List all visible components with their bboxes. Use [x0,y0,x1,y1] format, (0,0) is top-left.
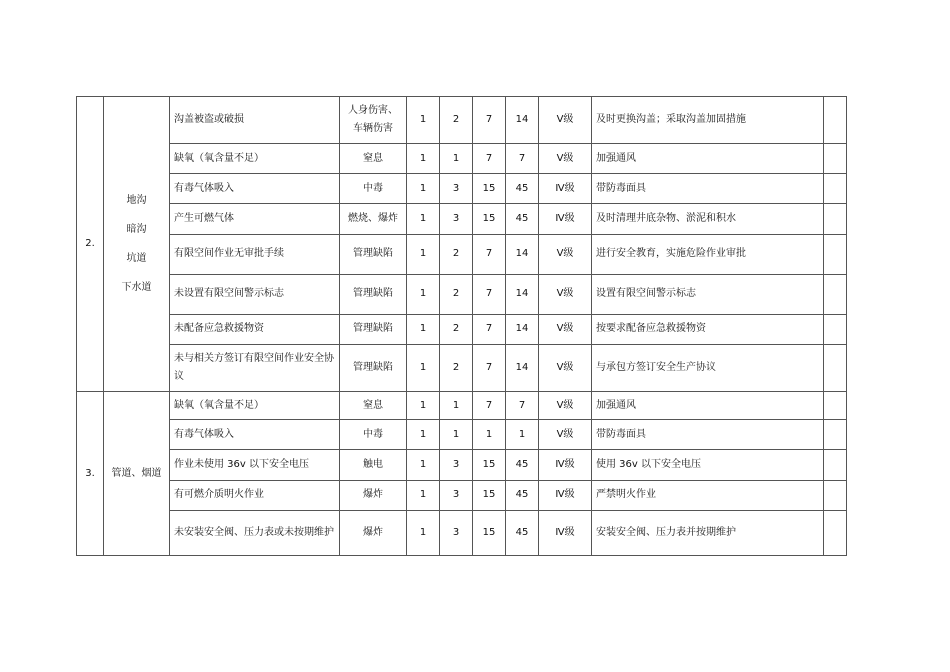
risk-level-cell: Ⅴ级 [539,314,592,344]
table-row [77,510,847,555]
table-row [77,274,847,314]
c-value-cell: 15 [473,510,506,555]
l-value-cell: 1 [407,234,440,274]
l-value-cell: 1 [407,314,440,344]
risk-level-cell: Ⅳ级 [539,204,592,234]
e-value-cell: 1 [440,144,473,174]
control-measure-cell: 加强通风 [592,144,824,174]
e-value-cell: 3 [440,204,473,234]
control-measure-cell: 带防毒面具 [592,420,824,450]
control-measure-cell: 与承包方签订安全生产协议 [592,345,824,392]
hazard-cell: 有可燃介质明火作业 [170,480,340,510]
e-value-cell: 1 [440,420,473,450]
note-cell [824,97,847,144]
consequence-cell: 管理缺陷 [340,314,407,344]
note-cell [824,234,847,274]
location-line: 管道、烟道 [111,468,162,480]
hazard-cell: 缺氧（氧含量不足） [170,392,340,420]
risk-level-cell: Ⅴ级 [539,392,592,420]
risk-assessment-table [76,96,847,556]
e-value-cell: 2 [440,97,473,144]
hazard-cell: 未配备应急救援物资 [170,314,340,344]
consequence-cell: 管理缺陷 [340,345,407,392]
l-value-cell: 1 [407,274,440,314]
location-line: 下水道 [121,282,152,294]
location-category [104,392,170,556]
note-cell [824,144,847,174]
c-value-cell: 15 [473,204,506,234]
c-value-cell: 7 [473,392,506,420]
control-measure-cell: 加强通风 [592,392,824,420]
d-value-cell: 45 [506,174,539,204]
note-cell [824,314,847,344]
d-value-cell: 1 [506,420,539,450]
control-measure-cell: 按要求配备应急救援物资 [592,314,824,344]
c-value-cell: 7 [473,97,506,144]
d-value-cell: 7 [506,392,539,420]
table-row [77,450,847,480]
c-value-cell: 15 [473,174,506,204]
e-value-cell: 2 [440,314,473,344]
consequence-cell: 人身伤害、车辆伤害 [340,97,407,144]
note-cell [824,345,847,392]
d-value-cell: 45 [506,480,539,510]
e-value-cell: 3 [440,450,473,480]
l-value-cell: 1 [407,480,440,510]
c-value-cell: 7 [473,345,506,392]
control-measure-cell: 及时更换沟盖；采取沟盖加固措施 [592,97,824,144]
risk-level-cell: Ⅴ级 [539,144,592,174]
consequence-cell: 爆炸 [340,480,407,510]
note-cell [824,420,847,450]
note-cell [824,274,847,314]
l-value-cell: 1 [407,345,440,392]
location-line: 暗沟 [126,224,147,236]
l-value-cell: 1 [407,392,440,420]
section-number: 2. [77,97,104,392]
note-cell [824,204,847,234]
location-category [104,97,170,392]
c-value-cell: 15 [473,450,506,480]
note-cell [824,510,847,555]
hazard-cell: 未设置有限空间警示标志 [170,274,340,314]
c-value-cell: 7 [473,314,506,344]
control-measure-cell: 设置有限空间警示标志 [592,274,824,314]
consequence-cell: 管理缺陷 [340,234,407,274]
risk-level-cell: Ⅴ级 [539,420,592,450]
e-value-cell: 2 [440,345,473,392]
d-value-cell: 45 [506,510,539,555]
c-value-cell: 1 [473,420,506,450]
control-measure-cell: 及时清理井底杂物、淤泥和积水 [592,204,824,234]
table-row [77,345,847,392]
l-value-cell: 1 [407,510,440,555]
note-cell [824,480,847,510]
table-row [77,174,847,204]
consequence-cell: 窒息 [340,144,407,174]
c-value-cell: 15 [473,480,506,510]
consequence-cell: 窒息 [340,392,407,420]
control-measure-cell: 进行安全教育，实施危险作业审批 [592,234,824,274]
consequence-cell: 管理缺陷 [340,274,407,314]
c-value-cell: 7 [473,274,506,314]
hazard-cell: 沟盖被盗或破损 [170,97,340,144]
l-value-cell: 1 [407,204,440,234]
note-cell [824,392,847,420]
risk-level-cell: Ⅳ级 [539,510,592,555]
l-value-cell: 1 [407,420,440,450]
control-measure-cell: 使用 36v 以下安全电压 [592,450,824,480]
d-value-cell: 7 [506,144,539,174]
risk-level-cell: Ⅴ级 [539,345,592,392]
risk-level-cell: Ⅳ级 [539,174,592,204]
hazard-cell: 作业未使用 36v 以下安全电压 [170,450,340,480]
risk-level-cell: Ⅴ级 [539,274,592,314]
risk-level-cell: Ⅴ级 [539,234,592,274]
l-value-cell: 1 [407,144,440,174]
control-measure-cell: 安装安全阀、压力表并按期维护 [592,510,824,555]
consequence-cell: 爆炸 [340,510,407,555]
consequence-cell: 燃烧、爆炸 [340,204,407,234]
hazard-cell: 未安装安全阀、压力表或未按期维护 [170,510,340,555]
table-row [77,314,847,344]
table-row [77,204,847,234]
note-cell [824,450,847,480]
hazard-cell: 产生可燃气体 [170,204,340,234]
consequence-cell: 中毒 [340,420,407,450]
note-cell [824,174,847,204]
d-value-cell: 14 [506,345,539,392]
e-value-cell: 3 [440,510,473,555]
table-row [77,420,847,450]
risk-level-cell: Ⅳ级 [539,450,592,480]
c-value-cell: 7 [473,234,506,274]
e-value-cell: 2 [440,274,473,314]
consequence-cell: 触电 [340,450,407,480]
l-value-cell: 1 [407,174,440,204]
table-row [77,480,847,510]
hazard-cell: 有限空间作业无审批手续 [170,234,340,274]
d-value-cell: 14 [506,314,539,344]
table-row [77,144,847,174]
e-value-cell: 1 [440,392,473,420]
d-value-cell: 14 [506,274,539,314]
control-measure-cell: 带防毒面具 [592,174,824,204]
table-row [77,234,847,274]
control-measure-cell: 严禁明火作业 [592,480,824,510]
e-value-cell: 3 [440,480,473,510]
hazard-cell: 有毒气体吸入 [170,420,340,450]
risk-level-cell: Ⅳ级 [539,480,592,510]
hazard-cell: 缺氧（氧含量不足） [170,144,340,174]
risk-level-cell: Ⅴ级 [539,97,592,144]
hazard-cell: 有毒气体吸入 [170,174,340,204]
hazard-cell: 未与相关方签订有限空间作业安全协议 [170,345,340,392]
table-row [77,392,847,420]
table-row [77,97,847,144]
section-number: 3. [77,392,104,556]
c-value-cell: 7 [473,144,506,174]
consequence-cell: 中毒 [340,174,407,204]
d-value-cell: 14 [506,97,539,144]
location-line: 坑道 [126,253,147,265]
d-value-cell: 45 [506,204,539,234]
l-value-cell: 1 [407,97,440,144]
table-body [77,97,847,556]
d-value-cell: 14 [506,234,539,274]
d-value-cell: 45 [506,450,539,480]
l-value-cell: 1 [407,450,440,480]
location-line: 地沟 [126,195,147,207]
e-value-cell: 3 [440,174,473,204]
e-value-cell: 2 [440,234,473,274]
